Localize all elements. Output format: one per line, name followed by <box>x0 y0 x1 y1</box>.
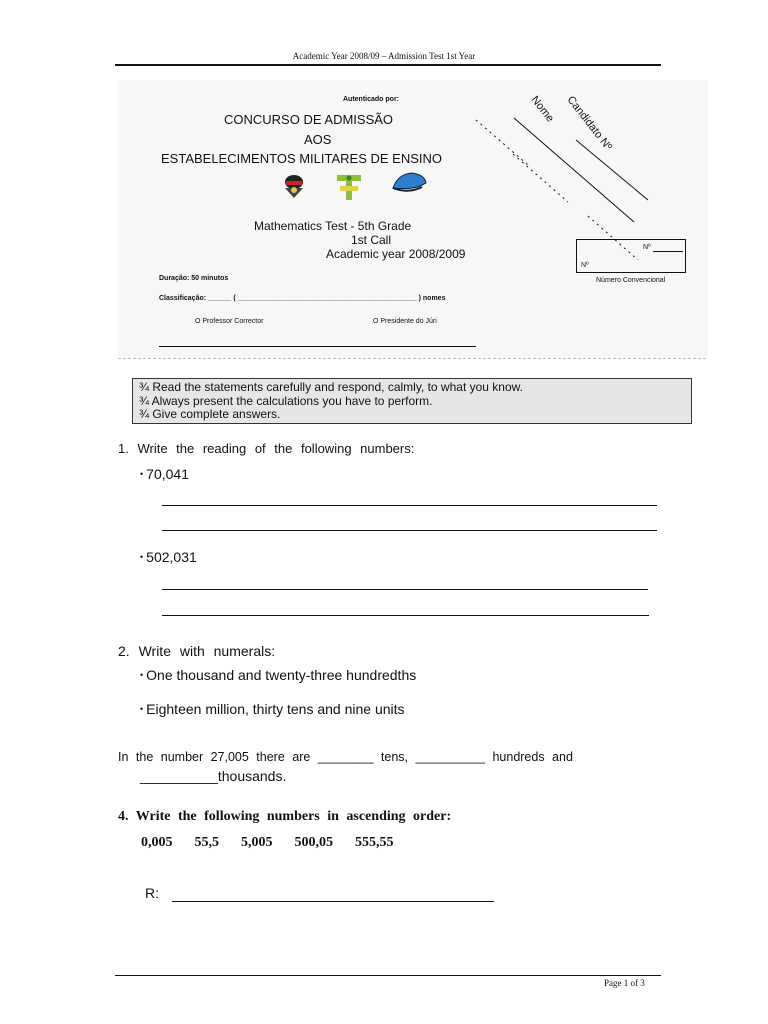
answer-line[interactable] <box>162 615 649 616</box>
instruction-1: ¾ Read the statements carefully and respond, calmly, to what you know. <box>139 380 523 394</box>
conventional-number-label: Número Convencional <box>596 277 666 284</box>
test-name: Mathematics Test - 5th Grade <box>254 219 412 233</box>
q4-answer-line[interactable] <box>172 901 494 902</box>
classification-label: Classificação: ______ ( ______________________________________________ ) nomes <box>159 295 446 302</box>
cover-title-line3: ESTABELECIMENTOS MILITARES DE ENSINO <box>161 151 443 166</box>
q4-answer-label: R: <box>145 885 159 901</box>
cover-sheet <box>118 80 708 356</box>
answer-line[interactable] <box>162 589 648 590</box>
conventional-number-box <box>576 239 686 273</box>
q1-item-2-text: 502,031 <box>146 549 197 565</box>
page-number: Page 1 of 3 <box>604 978 645 988</box>
military-emblem-icon <box>280 172 308 200</box>
q2-item-2 <box>140 701 405 717</box>
cover-title-line2: AOS <box>304 132 332 147</box>
q1-item-1-text: 70,041 <box>146 466 189 482</box>
q4-number: 55,5 <box>194 835 219 850</box>
signature-line <box>159 346 476 347</box>
cover-title-line1: CONCURSO DE ADMISSÃO <box>224 112 394 127</box>
answer-line[interactable] <box>162 530 657 531</box>
q1-item-2 <box>140 549 197 565</box>
q4-prompt: 4. Write the following numbers in ascending order: <box>118 809 452 824</box>
instruction-3: ¾ Give complete answers. <box>139 407 281 421</box>
q2-item-1 <box>140 667 416 683</box>
footer-rule <box>115 975 661 976</box>
bullet-icon: • <box>140 469 144 479</box>
q4-number: 0,005 <box>141 835 173 850</box>
q2-prompt: 2. Write with numerals: <box>118 643 276 659</box>
diagonal-fields <box>468 110 658 260</box>
box-no-line <box>653 251 683 252</box>
q4-number: 500,05 <box>294 835 333 850</box>
authenticated-by: Autenticado por: <box>343 96 399 103</box>
header-rule <box>115 64 661 66</box>
q1-item-1 <box>140 466 189 482</box>
name-label: Nome <box>528 94 557 125</box>
test-academic-year: Academic year 2008/2009 <box>326 247 466 261</box>
bullet-icon: • <box>140 704 144 714</box>
candidate-label: Candidato Nº <box>564 94 615 153</box>
cut-line <box>118 358 706 359</box>
q3-line2: __________thousands. <box>140 768 287 784</box>
bullet-icon: • <box>140 552 144 562</box>
instructions-box <box>132 378 692 424</box>
running-header: Academic Year 2008/09 – Admission Test 1st Year <box>292 51 476 61</box>
box-no-right: Nº <box>643 244 651 251</box>
cap-emblem-icon <box>390 170 428 196</box>
q4-number: 555,55 <box>355 835 394 850</box>
instruction-2: ¾ Always present the calculations you have to perform. <box>139 393 433 408</box>
president-label: O Presidente do Júri <box>373 318 437 325</box>
q4-numbers <box>141 835 394 851</box>
q2-item-1-text: One thousand and twenty-three hundredths <box>146 667 417 683</box>
q4-number: 5,005 <box>241 835 273 850</box>
q1-prompt: 1. Write the reading of the following numbers: <box>118 441 415 456</box>
duration-label: Duração: 50 minutos <box>159 275 229 282</box>
answer-line[interactable] <box>162 505 657 506</box>
teacher-label: O Professor Corrector <box>195 318 264 325</box>
bullet-icon: • <box>140 670 144 680</box>
box-no-left: Nº <box>581 262 589 269</box>
cross-emblem-icon <box>335 172 363 202</box>
test-call: 1st Call <box>351 233 392 247</box>
q2-item-2-text: Eighteen million, thirty tens and nine units <box>146 701 405 717</box>
q3-line1: In the number 27,005 there are ________ tens, __________ hundreds and <box>118 750 573 764</box>
